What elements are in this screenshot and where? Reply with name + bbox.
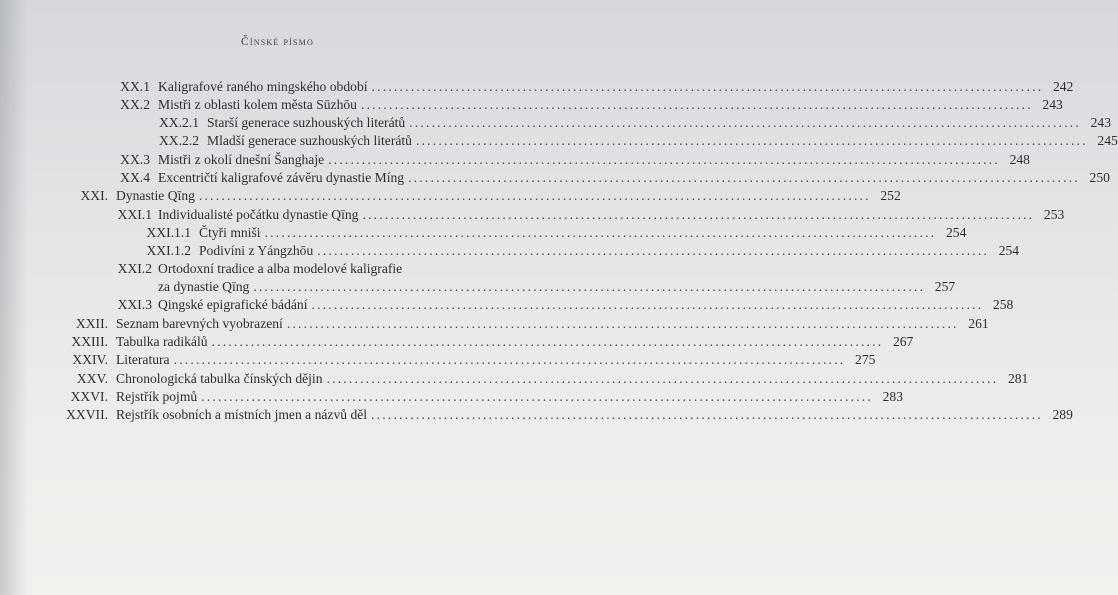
dot-leader: ........................................................................................................................	[409, 115, 1081, 130]
toc-entry-number: XXIII.	[71, 334, 108, 349]
toc-entry-text	[158, 151, 1030, 169]
dot-leader: ........................................................................................................................	[326, 371, 999, 386]
toc-entry-text	[116, 370, 1029, 388]
dot-leader: ........................................................................................................................	[253, 279, 926, 294]
dot-leader: ........................................................................................................................	[317, 243, 990, 258]
toc-entry-text	[158, 278, 956, 296]
dot-leader: ........................................................................................................................	[211, 334, 884, 349]
toc-entry-number: XXV.	[76, 371, 108, 386]
toc-entry-number: XX.4	[120, 170, 150, 185]
running-head	[0, 36, 555, 48]
toc-entry-number: XX.3	[120, 152, 150, 167]
toc-entry-text	[116, 351, 876, 369]
toc-entry-title: Rejstřík osobních a místních jmen a názvů děl	[116, 407, 368, 422]
toc-entry-text	[207, 132, 1118, 150]
toc-entry-number: XXVII.	[66, 407, 108, 422]
toc-entry-page: 253	[1043, 207, 1065, 222]
toc-entry-number: XXVI.	[70, 389, 108, 404]
toc-entry	[0, 315, 989, 333]
toc-entry	[0, 96, 1063, 114]
toc-entry-number: XXII.	[75, 316, 108, 331]
toc-entry-page: 283	[882, 389, 903, 404]
toc-entry-number: XXIV.	[72, 352, 108, 367]
toc-entry	[0, 406, 1073, 424]
toc-entry	[0, 260, 512, 278]
toc-entry-title: Mistři z okolí dnešní Šanghaje	[158, 152, 325, 167]
dot-leader: ........................................................................................................................	[173, 352, 846, 367]
toc-entry-text	[158, 78, 1074, 96]
toc-entry-page: 281	[1007, 371, 1029, 386]
toc-entry	[0, 333, 914, 351]
toc-entry-text	[207, 114, 1111, 132]
toc-entry	[0, 351, 876, 369]
toc-entry	[0, 151, 1030, 169]
toc-entry-page: 254	[998, 243, 1020, 258]
toc-entry-number: XXI.1.2	[146, 243, 191, 258]
dot-leader: ........................................................................................................................	[286, 316, 959, 331]
toc-entry-number: XXI.1	[117, 207, 152, 222]
toc-entry-number: XXI.2	[117, 261, 152, 276]
toc-entry-number: XXI.3	[117, 297, 152, 312]
dot-leader: ........................................................................................................................	[362, 207, 1035, 222]
toc-entry-title: Excentričtí kaligrafové závěru dynastie Míng	[158, 170, 405, 185]
toc-entry-title: Ortodoxní tradice a alba modelové kaligrafie	[158, 261, 403, 276]
toc-entry-title: Mladší generace suzhouských literátů	[207, 133, 412, 148]
dot-leader: ........................................................................................................................	[408, 170, 1080, 185]
toc-entry-text	[116, 187, 901, 205]
running-head-initial: Č	[241, 36, 250, 48]
toc-entry-title: Rejstřík pojmů	[116, 389, 198, 404]
toc-entry	[0, 78, 1074, 96]
dot-leader: ........................................................................................................................	[311, 297, 984, 312]
toc-entry-page: 275	[855, 352, 876, 367]
toc-entry-title: za dynastie Qīng	[158, 279, 250, 294]
toc-entry-page: 252	[880, 188, 901, 203]
toc-entry-title: Qingské epigrafické bádání	[158, 297, 308, 312]
toc-entry-text	[116, 388, 903, 406]
toc-entry-page: 267	[892, 334, 914, 349]
toc-entry-page: 243	[1090, 115, 1111, 130]
toc-entry-number: XXI.	[80, 188, 108, 203]
dot-leader: ........................................................................................................................	[371, 79, 1044, 94]
toc-entry-title: Individualisté počátku dynastie Qīng	[158, 207, 359, 222]
toc-entry-text	[116, 315, 989, 333]
toc-entry-text	[158, 206, 1065, 224]
dot-leader: ........................................................................................................................	[201, 389, 873, 404]
toc-entry-title: Tabulka radikálů	[116, 334, 208, 349]
dot-leader: ........................................................................................................................	[360, 97, 1033, 112]
toc-entry-number: XX.1	[120, 79, 150, 94]
toc-entry	[0, 296, 1014, 314]
toc-entry	[0, 224, 967, 242]
toc-entry-title: Podivíni z Yángzhōu	[199, 243, 314, 258]
toc-entry	[0, 114, 1111, 132]
toc-entry	[0, 278, 956, 296]
toc-entry-number: XX.2	[120, 97, 150, 112]
toc-entry-title: Starší generace suzhouských literátů	[207, 115, 406, 130]
toc-entry	[0, 242, 1020, 260]
toc-entry-page: 258	[992, 297, 1014, 312]
toc-entry	[0, 169, 1110, 187]
dot-leader: ........................................................................................................................	[264, 225, 937, 240]
toc-entry-page: 243	[1042, 97, 1063, 112]
toc-entry-page: 289	[1052, 407, 1073, 422]
toc-entry-title: Kaligrafové raného mingského období	[158, 79, 368, 94]
toc-entry-text	[158, 96, 1063, 114]
dot-leader: ........................................................................................................................	[328, 152, 1000, 167]
toc-entry-page: 250	[1089, 170, 1110, 185]
toc-entry-page: 248	[1009, 152, 1030, 167]
toc-entry	[0, 370, 1029, 388]
toc-entry-title: Dynastie Qīng	[116, 188, 195, 203]
toc-entry-text	[158, 260, 512, 278]
toc-entry	[0, 206, 1065, 224]
running-head-rest: ínské písmo	[249, 36, 314, 48]
toc-entry-number: XXI.1.1	[146, 225, 191, 240]
toc-entry-title: Literatura	[116, 352, 170, 367]
toc-entry-page: 257	[934, 279, 956, 294]
toc-entry-title: Seznam barevných vyobrazení	[116, 316, 283, 331]
toc-entry	[0, 388, 903, 406]
toc-entry-text	[116, 406, 1073, 424]
toc-entry-title: Mistři z oblasti kolem města Sūzhōu	[158, 97, 357, 112]
toc-entry	[0, 187, 901, 205]
toc-entry-number: XX.2.2	[158, 133, 199, 148]
toc-entry-text	[158, 296, 1014, 314]
toc-entry-title: Chronologická tabulka čínských dějin	[116, 371, 323, 386]
toc-entry-page: 254	[945, 225, 967, 240]
toc-entry-text	[199, 242, 1020, 260]
dot-leader: ........................................................................................................................	[198, 188, 871, 203]
dot-leader: ........................................................................................................................	[415, 133, 1088, 148]
toc-entry-page: 242	[1052, 79, 1074, 94]
toc-entry-text	[199, 224, 967, 242]
toc-entry-text	[116, 333, 914, 351]
toc-entry-page: 245	[1097, 133, 1118, 148]
toc-entry	[0, 132, 1118, 150]
toc-entry-title: Čtyři mniši	[199, 225, 261, 240]
toc-entry-text	[158, 169, 1110, 187]
dot-leader: ........................................................................................................................	[371, 407, 1043, 422]
toc-entry-page: 261	[968, 316, 989, 331]
toc-entry-number: XX.2.1	[158, 115, 199, 130]
